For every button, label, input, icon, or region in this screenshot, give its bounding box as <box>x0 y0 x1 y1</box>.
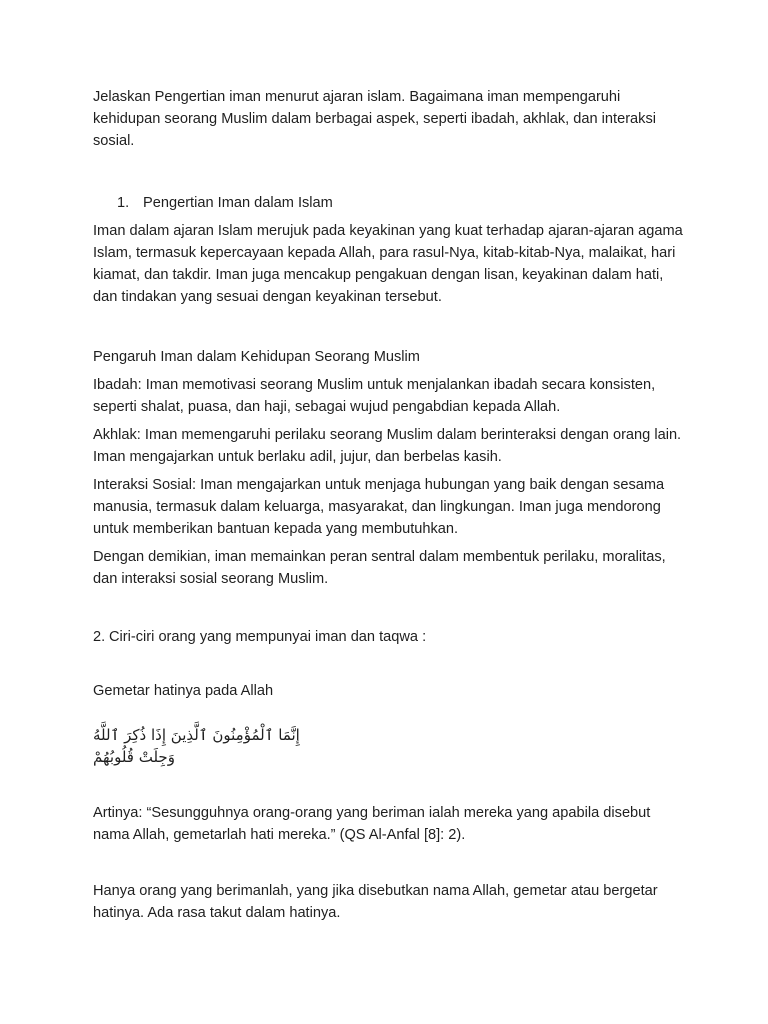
influence-conclusion: Dengan demikian, iman memainkan peran sentral dalam membentuk perilaku, moralitas, dan interaksi sosial seorang Muslim. <box>93 549 666 587</box>
influence-heading: Pengaruh Iman dalam Kehidupan Seorang Muslim <box>93 349 420 365</box>
verse-translation: Artinya: “Sesungguhnya orang-orang yang beriman ialah mereka yang apabila disebut nama Allah, gemetarlah hati mereka.” (QS Al-Anfal [8]: 2). <box>93 805 651 843</box>
question-text: Jelaskan Pengertian iman menurut ajaran islam. Bagaimana iman mempengaruhi kehidupan seorang Muslim dalam berbagai aspek, seperti ibadah, akhlak, dan interaksi sosial. <box>93 89 657 149</box>
section-1-title: Pengertian Iman dalam Islam <box>143 195 333 211</box>
section-1-heading <box>93 192 683 214</box>
influence-interaksi: Interaksi Sosial: Iman mengajarkan untuk menjaga hubungan yang baik dengan sesama manusia, termasuk dalam keluarga, masyarakat, dan lingkungan. Iman juga mendorong untuk memberikan bantuan kepada yang membutuhkan. <box>93 477 665 537</box>
document-page <box>93 86 683 924</box>
verse-explanation: Hanya orang yang berimanlah, yang jika disebutkan nama Allah, gemetar atau bergetar hatinya. Ada rasa takut dalam hatinya. <box>93 883 658 921</box>
section-1-body: Iman dalam ajaran Islam merujuk pada keyakinan yang kuat terhadap ajaran-ajaran agama Islam, termasuk kepercayaan kepada Allah, para rasul-Nya, kitab-kitab-Nya, malaikat, hari kiamat, dan takdir. Iman juga mencakup pengakuan dengan lisan, keyakinan dalam hati, dan tindakan yang sesuai dengan keyakinan tersebut. <box>93 223 683 305</box>
section-1-number: 1. <box>117 195 130 211</box>
point-gemetar: Gemetar hatinya pada Allah <box>93 683 274 699</box>
arabic-verse: إِنَّمَا ٱلْمُؤْمِنُونَ ٱلَّذِينَ إِذَا ذُكِرَ ٱللَّهُ وَجِلَتْ قُلُوبُهُمْ <box>93 726 300 766</box>
influence-akhlak: Akhlak: Iman memengaruhi perilaku seorang Muslim dalam berinteraksi dengan orang lain. Iman mengajarkan untuk berlaku adil, jujur, dan berbelas kasih. <box>93 427 682 465</box>
section-2-title: Ciri-ciri orang yang mempunyai iman dan taqwa : <box>109 629 427 645</box>
section-2-heading <box>93 626 683 648</box>
influence-ibadah: Ibadah: Iman memotivasi seorang Muslim untuk menjalankan ibadah secara konsisten, seperti shalat, puasa, dan haji, sebagai wujud pengabdian kepada Allah. <box>93 377 656 415</box>
section-2-number: 2. <box>93 629 106 645</box>
